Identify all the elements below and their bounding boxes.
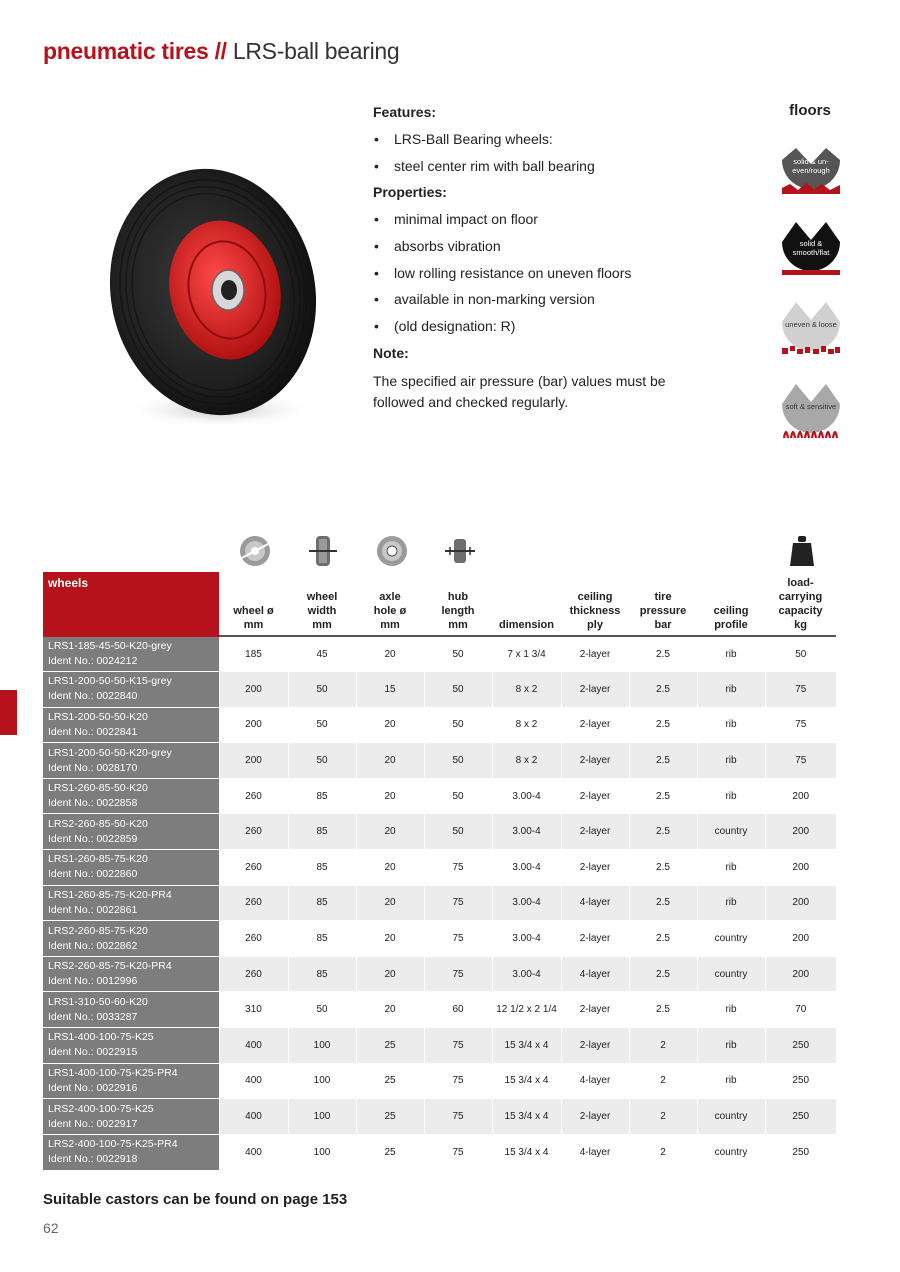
cell-axle-hole: 20 xyxy=(356,992,424,1028)
cell-ceiling-profile: country xyxy=(697,1099,765,1135)
cell-axle-hole: 20 xyxy=(356,743,424,779)
col-ceiling-profile: ceiling profile xyxy=(697,572,765,636)
cell-wheel-diameter: 400 xyxy=(219,1134,288,1170)
side-tab-marker xyxy=(0,690,17,735)
table-header-row xyxy=(43,572,836,636)
cell-axle-hole: 25 xyxy=(356,1063,424,1099)
properties-heading: Properties: xyxy=(373,184,447,201)
floor-solid-uneven-icon xyxy=(780,130,842,192)
cell-ply: 4-layer xyxy=(561,1134,629,1170)
cell-wheel-diameter: 260 xyxy=(219,885,288,921)
article-number: LRS1-260-85-50-K20 xyxy=(48,782,148,795)
ident-number: Ident No.: 0022861 xyxy=(48,903,138,916)
table-row xyxy=(43,1028,836,1064)
cell-wheel-diameter: 200 xyxy=(219,672,288,708)
ident-number: Ident No.: 0022841 xyxy=(48,725,138,738)
article-number: LRS1-260-85-75-K20-PR4 xyxy=(48,888,172,901)
load-capacity-icon xyxy=(784,533,820,569)
table-body xyxy=(43,636,836,1170)
cell-ceiling-profile: rib xyxy=(697,885,765,921)
note-heading: Note: xyxy=(373,344,409,361)
col-load-capacity: load-carrying capacity kg xyxy=(765,572,836,636)
table-row xyxy=(43,992,836,1028)
cell-axle-hole: 25 xyxy=(356,1134,424,1170)
property-item: • minimal impact on floor xyxy=(373,210,713,237)
cell-wheel-width: 50 xyxy=(288,992,356,1028)
cell-dimension: 3.00-4 xyxy=(492,814,561,850)
cell-load-capacity: 250 xyxy=(765,1063,836,1099)
property-item: • available in non-marking version xyxy=(373,290,713,317)
cell-wheel-width: 100 xyxy=(288,1028,356,1064)
cell-ceiling-profile: rib xyxy=(697,778,765,814)
cell-dimension: 8 x 2 xyxy=(492,672,561,708)
cell-load-capacity: 200 xyxy=(765,778,836,814)
cell-hub-length: 50 xyxy=(424,743,492,779)
property-item: • absorbs vibration xyxy=(373,237,713,264)
cell-ceiling-profile: rib xyxy=(697,1028,765,1064)
cell-wheel-diameter: 260 xyxy=(219,814,288,850)
cell-axle-hole: 20 xyxy=(356,850,424,886)
cell-ceiling-profile: country xyxy=(697,956,765,992)
col-axle-hole: axle hole ø mm xyxy=(356,572,424,636)
cell-dimension: 3.00-4 xyxy=(492,778,561,814)
cell-load-capacity: 250 xyxy=(765,1028,836,1064)
table-row xyxy=(43,921,836,957)
cell-ceiling-profile: rib xyxy=(697,707,765,743)
cell-hub-length: 50 xyxy=(424,814,492,850)
article-number: LRS2-260-85-50-K20 xyxy=(48,817,148,830)
ident-number: Ident No.: 0024212 xyxy=(48,655,138,668)
cell-ceiling-profile: rib xyxy=(697,850,765,886)
cell-tire-pressure: 2.5 xyxy=(629,992,697,1028)
cell-ceiling-profile: rib xyxy=(697,1063,765,1099)
cell-load-capacity: 200 xyxy=(765,850,836,886)
article-number: LRS1-200-50-50-K20-grey xyxy=(48,746,172,759)
cell-tire-pressure: 2 xyxy=(629,1028,697,1064)
cell-wheel-diameter: 200 xyxy=(219,707,288,743)
cell-dimension: 3.00-4 xyxy=(492,956,561,992)
cell-hub-length: 75 xyxy=(424,1028,492,1064)
cell-tire-pressure: 2.5 xyxy=(629,743,697,779)
article-number: LRS2-400-100-75-K25 xyxy=(48,1102,154,1115)
cell-load-capacity: 200 xyxy=(765,956,836,992)
cell-load-capacity: 200 xyxy=(765,885,836,921)
ident-number: Ident No.: 0022916 xyxy=(48,1081,138,1094)
article-number: LRS2-260-85-75-K20 xyxy=(48,924,148,937)
table-row xyxy=(43,743,836,779)
cell-ceiling-profile: rib xyxy=(697,992,765,1028)
article-number: LRS1-260-85-75-K20 xyxy=(48,853,148,866)
cell-ply: 2-layer xyxy=(561,921,629,957)
footer-castors-note: Suitable castors can be found on page 153 xyxy=(43,1191,348,1208)
cell-wheel-diameter: 185 xyxy=(219,636,288,672)
cell-dimension: 12 1/2 x 2 1/4 xyxy=(492,992,561,1028)
cell-tire-pressure: 2.5 xyxy=(629,636,697,672)
cell-article xyxy=(43,743,219,779)
title-product: LRS-ball bearing xyxy=(226,38,400,64)
cell-tire-pressure: 2 xyxy=(629,1063,697,1099)
cell-hub-length: 75 xyxy=(424,1099,492,1135)
cell-ply: 2-layer xyxy=(561,636,629,672)
article-number: LRS1-200-50-50-K15-grey xyxy=(48,675,172,688)
col-tire-pressure: tire pressure bar xyxy=(629,572,697,636)
cell-wheel-diameter: 260 xyxy=(219,850,288,886)
cell-dimension: 3.00-4 xyxy=(492,921,561,957)
cell-dimension: 8 x 2 xyxy=(492,743,561,779)
cell-tire-pressure: 2.5 xyxy=(629,814,697,850)
title-category: pneumatic tires // xyxy=(43,38,227,64)
cell-ply: 2-layer xyxy=(561,814,629,850)
cell-load-capacity: 250 xyxy=(765,1099,836,1135)
cell-article xyxy=(43,1099,219,1135)
cell-wheel-diameter: 310 xyxy=(219,992,288,1028)
cell-axle-hole: 20 xyxy=(356,956,424,992)
floor-label: solid & un-even/rough xyxy=(792,157,830,175)
cell-axle-hole: 20 xyxy=(356,778,424,814)
ident-number: Ident No.: 0033287 xyxy=(48,1010,138,1023)
cell-wheel-width: 100 xyxy=(288,1063,356,1099)
cell-ply: 2-layer xyxy=(561,1099,629,1135)
features-block xyxy=(373,103,713,413)
cell-ply: 2-layer xyxy=(561,707,629,743)
table-row xyxy=(43,956,836,992)
cell-article xyxy=(43,1028,219,1064)
ident-number: Ident No.: 0022860 xyxy=(48,868,138,881)
cell-ply: 2-layer xyxy=(561,850,629,886)
cell-dimension: 3.00-4 xyxy=(492,850,561,886)
floor-solid-smooth-icon xyxy=(780,212,842,274)
properties-list xyxy=(373,210,713,343)
cell-dimension: 7 x 1 3/4 xyxy=(492,636,561,672)
cell-wheel-width: 85 xyxy=(288,921,356,957)
col-wheel-diameter: wheel ø mm xyxy=(219,572,288,636)
cell-hub-length: 50 xyxy=(424,636,492,672)
col-hub-length: hub length mm xyxy=(424,572,492,636)
cell-ply: 4-layer xyxy=(561,885,629,921)
ident-number: Ident No.: 0022917 xyxy=(48,1117,138,1130)
cell-dimension: 3.00-4 xyxy=(492,885,561,921)
cell-wheel-width: 50 xyxy=(288,672,356,708)
cell-ply: 4-layer xyxy=(561,1063,629,1099)
cell-ceiling-profile: rib xyxy=(697,636,765,672)
wheel-diameter-icon xyxy=(237,533,273,569)
cell-wheel-diameter: 200 xyxy=(219,743,288,779)
cell-hub-length: 75 xyxy=(424,1134,492,1170)
pneumatic-wheel-image xyxy=(105,160,320,430)
page-number: 62 xyxy=(43,1220,59,1236)
note-text: The specified air pressure (bar) values must be followed and checked regularly. xyxy=(373,372,666,410)
cell-article xyxy=(43,1063,219,1099)
floors-title: floors xyxy=(789,102,831,119)
cell-article xyxy=(43,850,219,886)
cell-dimension: 8 x 2 xyxy=(492,707,561,743)
ident-number: Ident No.: 0022915 xyxy=(48,1046,138,1059)
cell-wheel-diameter: 260 xyxy=(219,778,288,814)
floor-label: soft & sensitive xyxy=(785,402,837,411)
cell-ply: 2-layer xyxy=(561,992,629,1028)
property-item: • low rolling resistance on uneven floors xyxy=(373,264,713,291)
property-item: • (old designation: R) xyxy=(373,317,713,344)
cell-article xyxy=(43,636,219,672)
floor-label: uneven & loose xyxy=(785,320,837,329)
ident-number: Ident No.: 0022862 xyxy=(48,939,138,952)
cell-wheel-width: 85 xyxy=(288,778,356,814)
cell-hub-length: 75 xyxy=(424,850,492,886)
cell-tire-pressure: 2 xyxy=(629,1099,697,1135)
cell-ply: 2-layer xyxy=(561,778,629,814)
table-row xyxy=(43,778,836,814)
cell-axle-hole: 20 xyxy=(356,885,424,921)
table-row xyxy=(43,707,836,743)
floor-uneven-loose-icon xyxy=(780,292,842,354)
table-row xyxy=(43,1063,836,1099)
axle-hole-icon xyxy=(374,533,410,569)
table-row xyxy=(43,814,836,850)
cell-load-capacity: 75 xyxy=(765,707,836,743)
cell-tire-pressure: 2.5 xyxy=(629,778,697,814)
article-number: LRS1-185-45-50-K20-grey xyxy=(48,640,172,653)
table-row xyxy=(43,1099,836,1135)
cell-article xyxy=(43,885,219,921)
cell-dimension: 15 3/4 x 4 xyxy=(492,1134,561,1170)
cell-tire-pressure: 2 xyxy=(629,1134,697,1170)
cell-ply: 4-layer xyxy=(561,956,629,992)
cell-load-capacity: 75 xyxy=(765,672,836,708)
cell-ceiling-profile: country xyxy=(697,921,765,957)
cell-article xyxy=(43,672,219,708)
cell-ceiling-profile: country xyxy=(697,1134,765,1170)
cell-wheel-width: 85 xyxy=(288,956,356,992)
wheel-width-icon xyxy=(305,533,341,569)
table-row xyxy=(43,636,836,672)
cell-tire-pressure: 2.5 xyxy=(629,921,697,957)
cell-wheel-diameter: 260 xyxy=(219,956,288,992)
cell-load-capacity: 70 xyxy=(765,992,836,1028)
cell-wheel-width: 50 xyxy=(288,707,356,743)
cell-article xyxy=(43,1134,219,1170)
table-row xyxy=(43,1134,836,1170)
cell-wheel-width: 85 xyxy=(288,885,356,921)
table-row xyxy=(43,885,836,921)
cell-tire-pressure: 2.5 xyxy=(629,956,697,992)
cell-hub-length: 60 xyxy=(424,992,492,1028)
cell-ply: 2-layer xyxy=(561,743,629,779)
cell-hub-length: 75 xyxy=(424,1063,492,1099)
cell-load-capacity: 200 xyxy=(765,814,836,850)
page-title xyxy=(43,38,399,65)
wheels-table xyxy=(43,572,836,1170)
cell-article xyxy=(43,778,219,814)
cell-tire-pressure: 2.5 xyxy=(629,885,697,921)
floor-soft-sensitive-icon xyxy=(780,374,842,436)
cell-load-capacity: 50 xyxy=(765,636,836,672)
cell-article xyxy=(43,921,219,957)
floor-label: solid & smooth/flat xyxy=(792,239,830,257)
col-dimension: dimension xyxy=(492,572,561,636)
features-heading: Features: xyxy=(373,104,437,120)
hub-length-icon xyxy=(442,533,478,569)
cell-article xyxy=(43,992,219,1028)
cell-wheel-width: 85 xyxy=(288,850,356,886)
cell-load-capacity: 200 xyxy=(765,921,836,957)
cell-dimension: 15 3/4 x 4 xyxy=(492,1063,561,1099)
cell-wheel-diameter: 260 xyxy=(219,921,288,957)
cell-hub-length: 75 xyxy=(424,921,492,957)
cell-axle-hole: 20 xyxy=(356,636,424,672)
ident-number: Ident No.: 0022840 xyxy=(48,690,138,703)
ident-number: Ident No.: 0028170 xyxy=(48,761,138,774)
feature-item: • steel center rim with ball bearing xyxy=(373,157,713,184)
cell-hub-length: 50 xyxy=(424,672,492,708)
feature-item: • LRS-Ball Bearing wheels: xyxy=(373,130,713,157)
cell-ply: 2-layer xyxy=(561,1028,629,1064)
article-number: LRS1-400-100-75-K25 xyxy=(48,1031,154,1044)
cell-wheel-width: 100 xyxy=(288,1099,356,1135)
cell-article xyxy=(43,956,219,992)
cell-wheel-width: 45 xyxy=(288,636,356,672)
cell-hub-length: 50 xyxy=(424,707,492,743)
ident-number: Ident No.: 0022859 xyxy=(48,832,138,845)
cell-hub-length: 50 xyxy=(424,778,492,814)
cell-ceiling-profile: rib xyxy=(697,743,765,779)
cell-load-capacity: 75 xyxy=(765,743,836,779)
cell-wheel-diameter: 400 xyxy=(219,1063,288,1099)
cell-article xyxy=(43,707,219,743)
table-row xyxy=(43,672,836,708)
article-number: LRS1-400-100-75-K25-PR4 xyxy=(48,1066,178,1079)
article-number: LRS1-200-50-50-K20 xyxy=(48,710,148,723)
col-ply: ceiling thickness ply xyxy=(561,572,629,636)
cell-axle-hole: 25 xyxy=(356,1028,424,1064)
cell-hub-length: 75 xyxy=(424,956,492,992)
cell-wheel-width: 85 xyxy=(288,814,356,850)
cell-load-capacity: 250 xyxy=(765,1134,836,1170)
cell-dimension: 15 3/4 x 4 xyxy=(492,1028,561,1064)
article-number: LRS1-310-50-60-K20 xyxy=(48,995,148,1008)
cell-article xyxy=(43,814,219,850)
cell-wheel-diameter: 400 xyxy=(219,1028,288,1064)
cell-wheel-diameter: 400 xyxy=(219,1099,288,1135)
cell-axle-hole: 20 xyxy=(356,707,424,743)
article-number: LRS2-400-100-75-K25-PR4 xyxy=(48,1138,178,1151)
cell-tire-pressure: 2.5 xyxy=(629,707,697,743)
ident-number: Ident No.: 0012996 xyxy=(48,975,138,988)
col-wheels: wheels xyxy=(43,572,219,636)
col-wheel-width: wheel width mm xyxy=(288,572,356,636)
table-row xyxy=(43,850,836,886)
cell-axle-hole: 20 xyxy=(356,814,424,850)
article-number: LRS2-260-85-75-K20-PR4 xyxy=(48,960,172,973)
ident-number: Ident No.: 0022918 xyxy=(48,1153,138,1166)
cell-dimension: 15 3/4 x 4 xyxy=(492,1099,561,1135)
cell-ceiling-profile: country xyxy=(697,814,765,850)
cell-wheel-width: 50 xyxy=(288,743,356,779)
cell-ply: 2-layer xyxy=(561,672,629,708)
cell-hub-length: 75 xyxy=(424,885,492,921)
cell-wheel-width: 100 xyxy=(288,1134,356,1170)
cell-axle-hole: 15 xyxy=(356,672,424,708)
ident-number: Ident No.: 0022858 xyxy=(48,797,138,810)
cell-tire-pressure: 2.5 xyxy=(629,672,697,708)
cell-ceiling-profile: rib xyxy=(697,672,765,708)
cell-axle-hole: 20 xyxy=(356,921,424,957)
cell-tire-pressure: 2.5 xyxy=(629,850,697,886)
cell-axle-hole: 25 xyxy=(356,1099,424,1135)
features-list xyxy=(373,130,713,183)
